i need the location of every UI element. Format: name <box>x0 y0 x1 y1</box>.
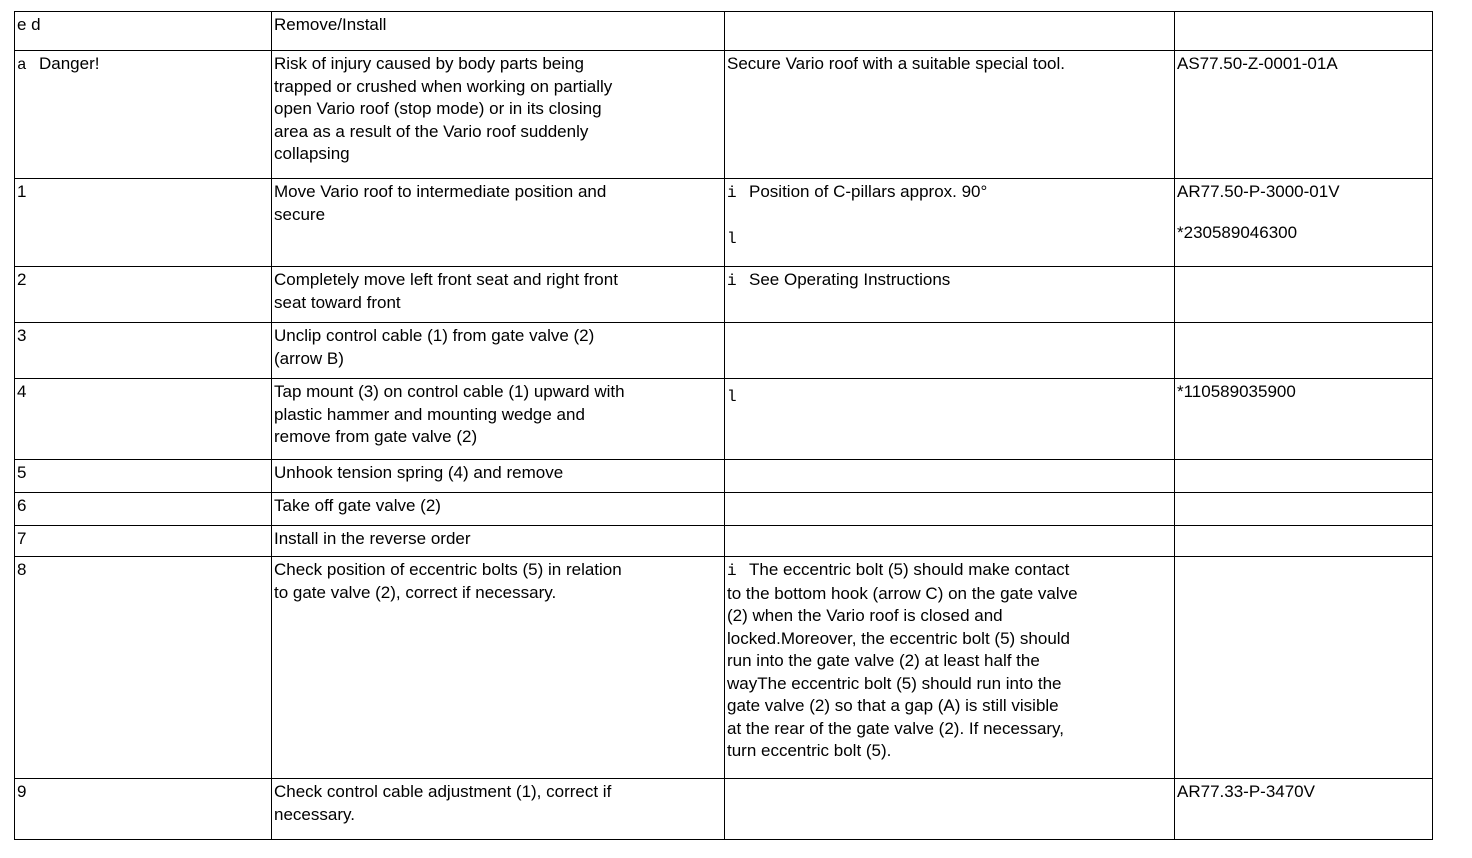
step-text: Completely move left front seat and right front seat toward front <box>272 267 725 323</box>
step-ref <box>1175 267 1433 323</box>
step-ref-link: AR77.50-P-3000-01V <box>1177 182 1340 201</box>
step-row <box>15 179 1433 267</box>
step-note <box>725 779 1175 840</box>
step-text: Unhook tension spring (4) and remove <box>272 460 725 493</box>
step-note <box>725 460 1175 493</box>
info-icon: i <box>727 272 737 290</box>
tool-icon: l <box>727 388 737 406</box>
step-number: 1 <box>15 179 272 267</box>
step-row <box>15 493 1433 526</box>
step-ref <box>1175 526 1433 557</box>
step-row <box>15 460 1433 493</box>
step-text: Move Vario roof to intermediate position and secure <box>272 179 725 267</box>
info-icon: i <box>727 562 737 580</box>
step-ref <box>1175 493 1433 526</box>
step-note <box>725 526 1175 557</box>
step-ref <box>1175 179 1433 267</box>
danger-ref: AS77.50-Z-0001-01A <box>1175 51 1433 179</box>
step-number: 8 <box>15 557 272 779</box>
step-note-text: Position of C-pillars approx. 90° <box>749 182 988 201</box>
danger-note: Secure Vario roof with a suitable special tool. <box>725 51 1175 179</box>
step-text: Install in the reverse order <box>272 526 725 557</box>
step-row <box>15 323 1433 379</box>
step-row <box>15 379 1433 460</box>
step-row <box>15 526 1433 557</box>
step-text: Unclip control cable (1) from gate valve (2) (arrow B) <box>272 323 725 379</box>
step-note <box>725 267 1175 323</box>
step-text: Take off gate valve (2) <box>272 493 725 526</box>
step-text: Tap mount (3) on control cable (1) upward with plastic hammer and mounting wedge and remove from gate valve (2) <box>272 379 725 460</box>
step-note <box>725 493 1175 526</box>
warning-icon: a <box>17 56 27 74</box>
danger-cell <box>15 51 272 179</box>
step-note <box>725 179 1175 267</box>
danger-row <box>15 51 1433 179</box>
danger-label: Danger! <box>39 54 100 73</box>
step-number: 2 <box>15 267 272 323</box>
step-row <box>15 557 1433 779</box>
step-ref <box>1175 460 1433 493</box>
danger-text: Risk of injury caused by body parts being trapped or crushed when working on partially open Vario roof (stop mode) or in its closing area as a result of the Vario roof suddenly collapsing <box>272 51 725 179</box>
step-ref <box>1175 323 1433 379</box>
step-row <box>15 779 1433 840</box>
step-ref: AR77.33-P-3470V <box>1175 779 1433 840</box>
step-note-text: The eccentric bolt (5) should make contact <box>749 560 1070 579</box>
step-number: 3 <box>15 323 272 379</box>
header-empty-cell <box>1175 12 1433 51</box>
step-number: 4 <box>15 379 272 460</box>
header-title: Remove/Install <box>272 12 725 51</box>
step-note-text: to the bottom hook (arrow C) on the gate valve (2) when the Vario roof is closed and locked.Moreover, the eccentric bolt (5) should run into the gate valve (2) at least half the wayThe eccentric bolt (5) should run into the gate valve (2) so that a gap (A) is still visible at the rear of the gate valve (2). If necessary, turn eccentric bolt (5). <box>727 583 1078 760</box>
info-icon: i <box>727 184 737 202</box>
header-symbols: e d <box>15 12 272 51</box>
step-number: 5 <box>15 460 272 493</box>
procedure-document <box>14 11 1432 840</box>
step-note <box>725 379 1175 460</box>
step-row <box>15 267 1433 323</box>
step-text: Check control cable adjustment (1), correct if necessary. <box>272 779 725 840</box>
step-ref <box>1175 557 1433 779</box>
step-number: 6 <box>15 493 272 526</box>
step-note <box>725 557 1175 779</box>
step-text: Check position of eccentric bolts (5) in relation to gate valve (2), correct if necessary. <box>272 557 725 779</box>
step-note <box>725 323 1175 379</box>
procedure-table <box>14 11 1433 840</box>
header-empty-cell <box>725 12 1175 51</box>
step-ref: *110589035900 <box>1175 379 1433 460</box>
tool-number: *230589046300 <box>1177 222 1298 242</box>
tool-icon: l <box>727 229 737 248</box>
step-note-text: See Operating Instructions <box>749 270 951 289</box>
header-row <box>15 12 1433 51</box>
step-number: 7 <box>15 526 272 557</box>
step-number: 9 <box>15 779 272 840</box>
